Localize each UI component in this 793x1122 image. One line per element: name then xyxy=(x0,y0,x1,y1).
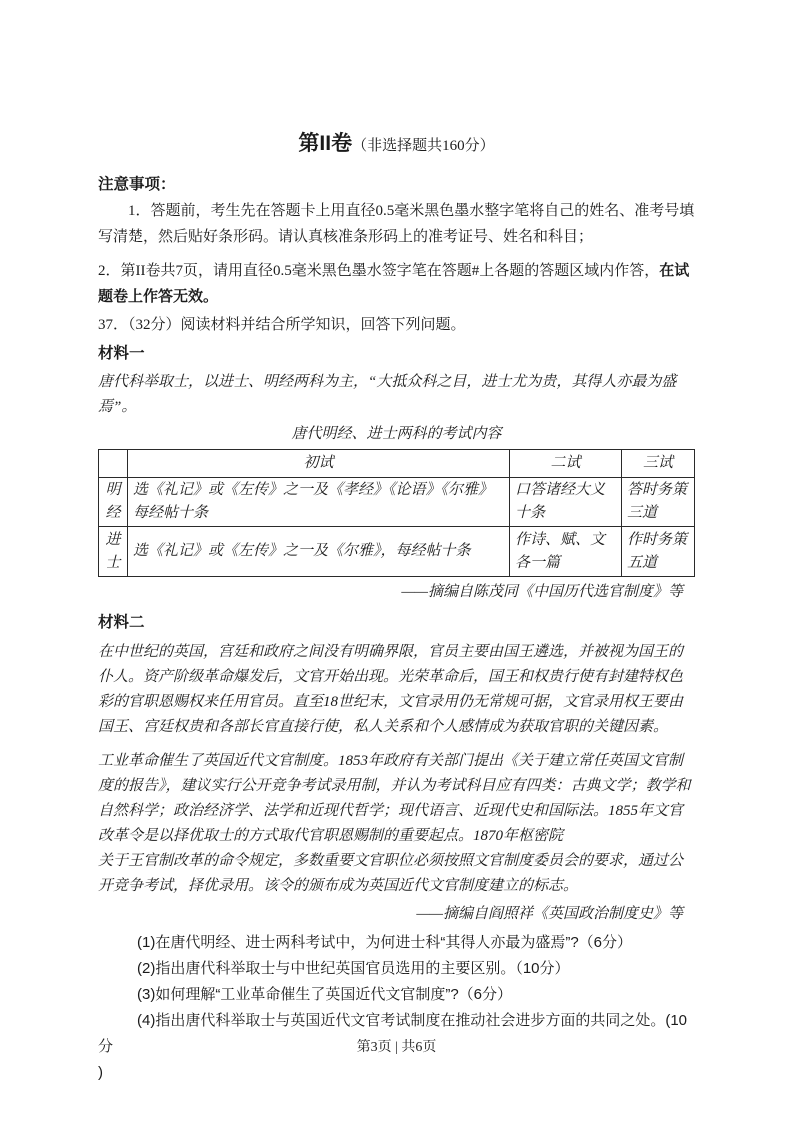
material-2-para-1: 在中世纪的英国，宫廷和政府之间没有明确界限，官员主要由国王遴选，并被视为国王的仆人。资产阶级革命爆发后，文官开始出现。光荣革命后，国王和权贵行使有封建特权色彩的官职恩赐权来任用官员。直至18世纪末，文官录用仍无常规可据，文官录用权王要由国王、宫廷权贵和各部长官直接行使，私人关系和个人感情成为获取官职的关键因素。 xyxy=(98,644,684,735)
subquestion-1: (1)在唐代明经、进士两科考试中，为何进士科“其得人亦最为盛焉”?（6分） xyxy=(137,934,633,951)
subquestion-4-close-paren: ) xyxy=(98,1064,103,1081)
doc-title-main: 第II卷 xyxy=(298,132,353,155)
subquestion-3: (3)如何理解“工业革命催生了英国近代文官制度”?（6分） xyxy=(137,986,513,1003)
question-37-stem: 37．（32分）阅读材料并结合所学知识，回答下列问题。 xyxy=(98,317,466,333)
notice-item-1: 1．答题前，考生先在答题卡上用直径0.5毫米黑色墨水整字笔将自己的姓名、准考号填写清楚，然后贴好条形码。请认真核准条形码上的准考证号、姓名和科目； xyxy=(98,203,695,245)
cell-jinshi-subject: 进士 xyxy=(99,527,128,577)
doc-title-sub: （非选择题共160分） xyxy=(352,138,495,154)
material-1-text: 唐代科举取士，以进士、明经两科为主，“大抵众科之目，进士尤为贵，其得人亦最为盛焉”。 xyxy=(98,374,677,415)
cell-mingjing-second: 口答诸经大义十条 xyxy=(510,478,622,527)
subquestion-2: (2)指出唐代科举取士与中世纪英国官员选用的主要区别。（10分） xyxy=(137,960,570,977)
material-1-label: 材料一 xyxy=(98,345,145,362)
exam-table-header-row xyxy=(99,450,695,478)
doc-title xyxy=(98,130,695,160)
subquestion-4: (4)指出唐代科举取士与英国近代文官考试制度在推动社会进步方面的共同之处。(10分 xyxy=(98,1012,688,1055)
table-header-subject xyxy=(99,450,128,478)
cell-jinshi-third: 作时务策五道 xyxy=(622,527,695,577)
cell-mingjing-subject: 明经 xyxy=(99,478,128,527)
exam-table-caption: 唐代明经、进士两科的考试内容 xyxy=(291,426,502,442)
exam-table xyxy=(98,449,695,577)
notice-heading: 注意事项： xyxy=(98,176,176,193)
cell-jinshi-first: 选《礼记》或《左传》之一及《尔雅》，每经帖十条 xyxy=(128,527,510,577)
material-2-para-2b: 关于王官制改革的命令规定，多数重要文官职位必须按照文官制度委员会的要求，通过公开竞争考试，择优录用。该令的颁布成为英国近代文官制度建立的标志。 xyxy=(98,853,684,894)
notice-item-2 xyxy=(98,258,695,310)
notice-item-2-bold: 在试题卷上作答无效。 xyxy=(98,262,690,305)
cell-mingjing-third: 答时务策三道 xyxy=(622,478,695,527)
material-1-source: ——摘编自陈茂同《中国历代选官制度》等 xyxy=(401,584,683,600)
table-header-second-exam: 二试 xyxy=(510,450,622,478)
cell-jinshi-second: 作诗、赋、文各一篇 xyxy=(510,527,622,577)
table-row-jinshi xyxy=(99,527,695,577)
table-header-first-exam: 初试 xyxy=(128,450,510,478)
table-header-third-exam: 三试 xyxy=(622,450,695,478)
cell-mingjing-first: 选《礼记》或《左传》之一及《孝经》《论语》《尔雅》每经帖十条 xyxy=(128,478,510,527)
material-2-label: 材料二 xyxy=(98,614,145,631)
material-2-para-2a: 工业革命催生了英国近代文官制度。1853年政府有关部门提出《关于建立常任英国文官制度的报告》，建议实行公开竞争考试录用制，并认为考试科目应有四类：古典文学；教学和自然科学；政治经济学、法学和近现代哲学；现代语言、近现代史和国际法。1855年文官改革令是以择优取士的方式取代官职恩赐制的重要起点。1870年枢密院 xyxy=(98,753,691,844)
table-row-mingjing xyxy=(99,478,695,527)
notice-item-2-text: 2．第II卷共7页，请用直径0.5毫米黑色墨水签字笔在答题#上各题的答题区域内作答， xyxy=(98,263,660,279)
page-footer: 第3页 | 共6页 xyxy=(356,1040,437,1055)
material-2-source: ——摘编自阎照祥《英国政治制度史》等 xyxy=(416,906,683,922)
subquestions xyxy=(98,930,695,1086)
